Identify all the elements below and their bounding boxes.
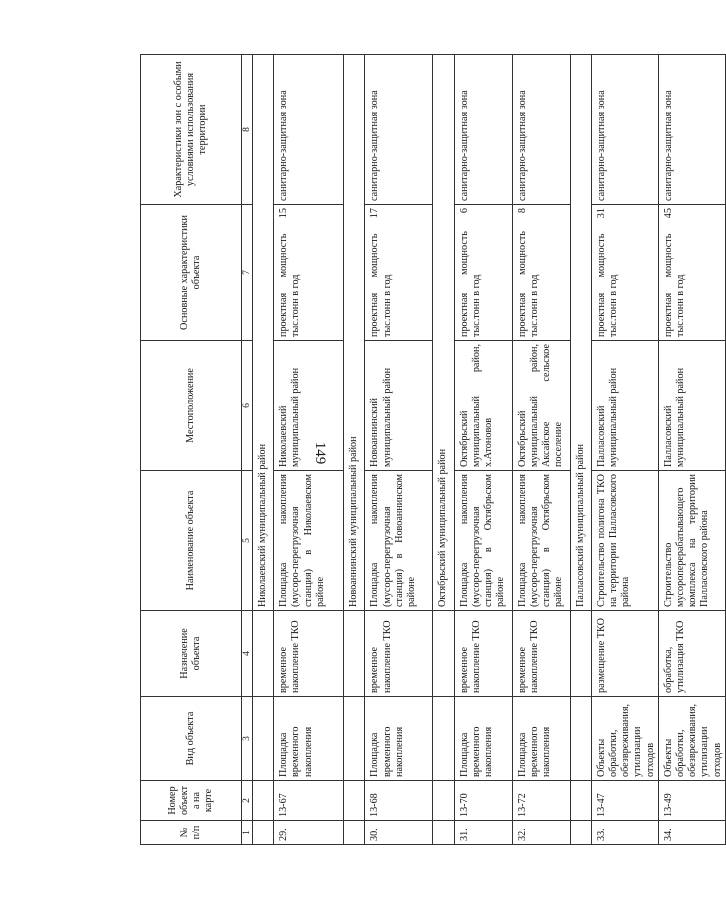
row-kind: Площадка временного накопления	[365, 697, 433, 781]
row-name: Строительство полигона ТКО на территории Палласовского района	[591, 471, 658, 611]
row-zones: санитарно-защитная зона	[591, 55, 658, 205]
row-map-number: 13-70	[454, 781, 512, 821]
row-characteristics: проектная мощность 45 тыс.тонн в год	[658, 205, 725, 341]
row-purpose: временное накопление ТКО	[365, 611, 433, 697]
row-number: 31.	[454, 821, 512, 845]
row-location: Октябрьский муниципальный район, х.Атоновов	[454, 341, 512, 471]
header-cell-characteristics: Основные характеристики объекта	[141, 205, 242, 341]
row-number: 29.	[274, 821, 344, 845]
table-row	[454, 55, 512, 845]
row-number: 33.	[591, 821, 658, 845]
header-row	[141, 55, 242, 845]
row-number: 30.	[365, 821, 433, 845]
section-row	[433, 55, 454, 845]
row-number: 34.	[658, 821, 725, 845]
row-location: Николаевский муниципальный район	[274, 341, 344, 471]
row-zones: санитарно-защитная зона	[512, 55, 570, 205]
row-name: Площадка накопления (мусоро-перегрузочная станция) в Октябрьском районе	[454, 471, 512, 611]
row-purpose: размещение ТКО	[591, 611, 658, 697]
row-kind: Объекты обработки, обезвреживания, утилизации отходов	[658, 697, 725, 781]
row-kind: Площадка временного накопления	[274, 697, 344, 781]
row-zones: санитарно-защитная зона	[365, 55, 433, 205]
header-cell-name: Наименование объекта	[141, 471, 242, 611]
row-kind: Площадка временного накопления	[512, 697, 570, 781]
row-purpose: временное накопление ТКО	[274, 611, 344, 697]
column-number: 5	[242, 471, 253, 611]
section-row	[570, 55, 591, 845]
section-title: Октябрьский муниципальный район	[433, 55, 454, 611]
row-map-number: 13-49	[658, 781, 725, 821]
header-cell-kind: Вид объекта	[141, 697, 242, 781]
table-row	[512, 55, 570, 845]
row-location: Новоаннинский муниципальный район	[365, 341, 433, 471]
row-characteristics: проектная мощность 31 тыс.тонн в год	[591, 205, 658, 341]
row-location: Октябрьский муниципальный район, Аксайское сельское поселение	[512, 341, 570, 471]
column-number: 6	[242, 341, 253, 471]
rotated-page-content	[140, 55, 723, 845]
section-title: Новоаннинский муниципальный район	[344, 55, 365, 611]
row-purpose: временное накопление ТКО	[454, 611, 512, 697]
row-map-number: 13-72	[512, 781, 570, 821]
row-map-number: 13-47	[591, 781, 658, 821]
header-cell-zones: Характеристики зон с особыми условиями использования территории	[141, 55, 242, 205]
row-zones: санитарно-защитная зона	[454, 55, 512, 205]
objects-table	[140, 54, 726, 845]
section-title: Палласовский муниципальный район	[570, 55, 591, 611]
row-characteristics: проектная мощность 17 тыс.тонн в год	[365, 205, 433, 341]
row-map-number: 13-67	[274, 781, 344, 821]
section-row	[344, 55, 365, 845]
column-number-row	[242, 55, 253, 845]
row-name: Площадка накопления (мусоро-перегрузочная станция) в Николаевском районе	[274, 471, 344, 611]
row-location: Палласовский муниципальный район	[591, 341, 658, 471]
header-cell-location: Местоположение	[141, 341, 242, 471]
row-name: Площадка накопления (мусоро-перегрузочная станция) в Новоаннинском районе	[365, 471, 433, 611]
row-kind: Объекты обработки, обезвреживания, утилизации отходов	[591, 697, 658, 781]
row-name: Строительство мусороперерабатывающего комплекса на территории Палласовского района	[658, 471, 725, 611]
column-number: 2	[242, 781, 253, 821]
row-purpose: временное накопление ТКО	[512, 611, 570, 697]
header-cell-map-number: Номер объекта на карте	[141, 781, 242, 821]
column-number: 8	[242, 55, 253, 205]
page-number: 149	[312, 441, 328, 465]
table-row	[658, 55, 725, 845]
row-characteristics: проектная мощность 15 тыс.тонн в год	[274, 205, 344, 341]
row-number: 32.	[512, 821, 570, 845]
section-row	[253, 55, 274, 845]
column-number: 7	[242, 205, 253, 341]
row-purpose: обработка, утилизация ТКО	[658, 611, 725, 697]
row-zones: санитарно-защитная зона	[274, 55, 344, 205]
table-row	[591, 55, 658, 845]
row-location: Палласовский муниципальный район	[658, 341, 725, 471]
column-number: 1	[242, 821, 253, 845]
table-row	[274, 55, 344, 845]
row-characteristics: проектная мощность 8 тыс.тонн в год	[512, 205, 570, 341]
row-zones: санитарно-защитная зона	[658, 55, 725, 205]
column-number: 3	[242, 697, 253, 781]
section-title: Николаевский муниципальный район	[253, 55, 274, 611]
row-characteristics: проектная мощность 6 тыс.тонн в год	[454, 205, 512, 341]
header-cell-number: № п/п	[141, 821, 242, 845]
header-cell-purpose: Назначение объекта	[141, 611, 242, 697]
table-row	[365, 55, 433, 845]
row-kind: Площадка временного накопления	[454, 697, 512, 781]
row-name: Площадка накопления (мусоро-перегрузочная станция) в Октябрьском районе	[512, 471, 570, 611]
row-map-number: 13-68	[365, 781, 433, 821]
column-number: 4	[242, 611, 253, 697]
